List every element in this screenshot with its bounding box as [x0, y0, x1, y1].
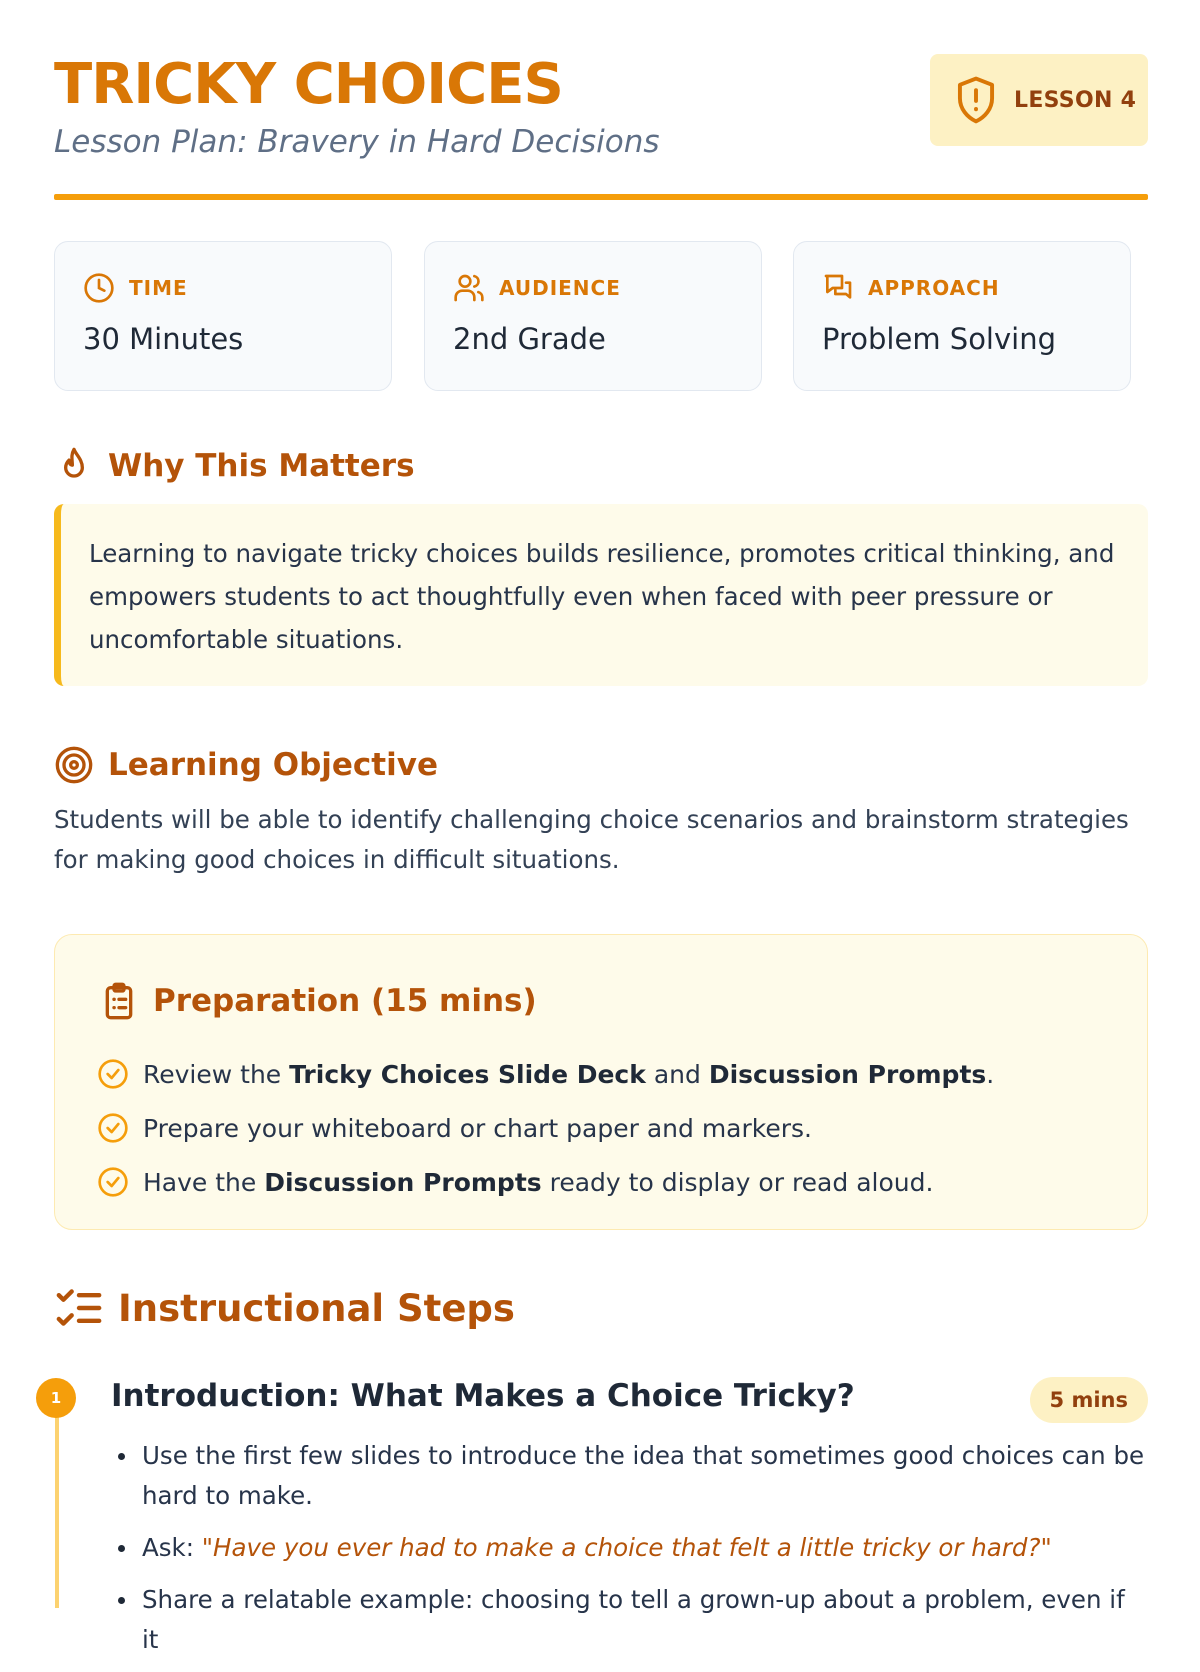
info-card-label: AUDIENCE [499, 276, 621, 300]
info-card-value: Problem Solving [822, 322, 1056, 356]
page-subtitle: Lesson Plan: Bravery in Hard Decisions [54, 124, 660, 160]
preparation-heading [99, 981, 537, 1021]
header [54, 0, 1148, 200]
users-icon [453, 272, 485, 304]
info-card-value: 30 Minutes [83, 322, 244, 356]
timeline-line [55, 1398, 59, 1608]
step-number-badge: 1 [36, 1378, 76, 1418]
section-title: Preparation (15 mins) [153, 983, 537, 1019]
list-item: Use the first few slides to introduce the idea that sometimes good choices can be hard to make. [142, 1436, 1148, 1516]
target-icon [54, 745, 94, 785]
list-item: Ask: "Have you ever had to make a choice that felt a little tricky or hard?" [142, 1528, 1148, 1568]
section-title: Why This Matters [108, 448, 415, 484]
list-item: Prepare your whiteboard or chart paper and markers. [97, 1101, 994, 1155]
page-title: TRICKY CHOICES [54, 52, 563, 117]
info-cards [54, 241, 1148, 391]
check-circle-icon [97, 1112, 129, 1144]
info-card-audience [424, 241, 762, 391]
info-card-label: TIME [129, 276, 188, 300]
step-title: Introduction: What Makes a Choice Tricky? [111, 1378, 855, 1414]
objective-text: Students will be able to identify challenging choice scenarios and brainstorm strategies for making good choices in difficult situations. [54, 805, 1129, 874]
section-title: Learning Objective [108, 747, 438, 783]
objective-heading [54, 745, 438, 785]
list-item: Have the Discussion Prompts ready to display or read aloud. [97, 1155, 994, 1209]
lesson-plan-page [50, 0, 1148, 1654]
shield-alert-icon [954, 75, 998, 125]
clock-icon [83, 272, 115, 304]
preparation-list [97, 1047, 994, 1209]
steps-heading [54, 1286, 515, 1330]
check-circle-icon [97, 1058, 129, 1090]
preparation-box [54, 934, 1148, 1230]
section-title: Instructional Steps [118, 1286, 515, 1330]
chat-bubbles-icon [822, 272, 854, 304]
why-heading [54, 446, 415, 486]
info-card-approach [793, 241, 1131, 391]
info-card-time [54, 241, 392, 391]
lesson-badge [930, 54, 1148, 146]
lesson-badge-label: LESSON 4 [1014, 87, 1137, 113]
info-card-value: 2nd Grade [453, 322, 606, 356]
flame-icon [54, 446, 94, 486]
info-card-label: APPROACH [868, 276, 1000, 300]
list-item: Share a relatable example: choosing to tell a grown-up about a problem, even if it [142, 1580, 1148, 1660]
list-item: Review the Tricky Choices Slide Deck and Discussion Prompts . [97, 1047, 994, 1101]
clipboard-list-icon [99, 981, 139, 1021]
why-callout: Learning to navigate tricky choices builds resilience, promotes critical thinking, and empowers students to act thoughtfully even when faced with peer pressure or uncomfortable situations. [54, 504, 1148, 686]
step-bullet-list [142, 1436, 1148, 1672]
check-circle-icon [97, 1166, 129, 1198]
step-duration-badge: 5 mins [1030, 1377, 1148, 1423]
header-divider [54, 194, 1148, 200]
checklist-icon [54, 1286, 104, 1330]
